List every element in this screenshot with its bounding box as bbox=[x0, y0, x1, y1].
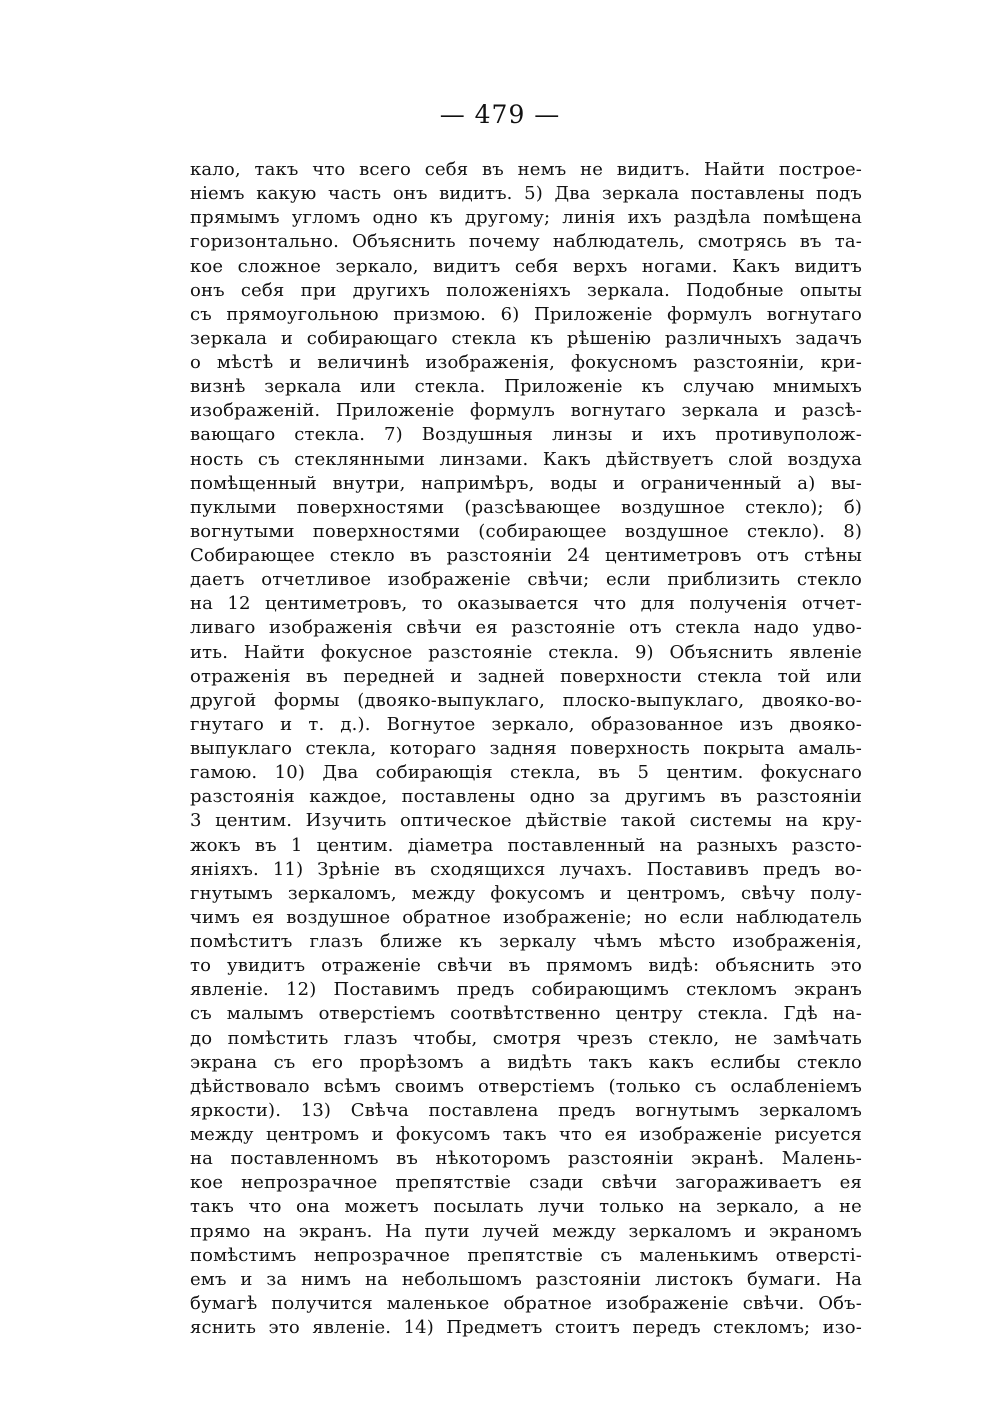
text-line: даетъ отчетливое изображеніе свѣчи; если приблизить стекло bbox=[190, 569, 862, 591]
text-line: помѣщенный внутри, напримѣръ, воды и ограниченный а) вы- bbox=[190, 472, 862, 494]
text-line: экрана съ его прорѣзомъ а видѣть такъ какъ еслибы стекло bbox=[190, 1051, 862, 1073]
text-line: яркости). 13) Свѣча поставлена предъ вогнутымъ зеркаломъ bbox=[190, 1099, 862, 1121]
text-line: яснить это явленіе. 14) Предметъ стоитъ передъ стекломъ; изо- bbox=[190, 1317, 862, 1338]
text-line: вогнутыми поверхностями (собирающее воздушное стекло). 8) bbox=[190, 520, 862, 542]
text-line: съ прямоугольною призмою. 6) Приложеніе формулъ вогнутаго bbox=[190, 303, 862, 325]
text-line: ность съ стеклянными линзами. Какъ дѣйствуетъ слой воздуха bbox=[190, 448, 862, 470]
text-line: прямымъ угломъ одно къ другому; линія ихъ раздѣла помѣщена bbox=[190, 207, 862, 229]
text-line: кое непрозрачное препятствіе сзади свѣчи загораживаетъ ея bbox=[190, 1172, 862, 1194]
text-line: то увидитъ отраженіе свѣчи въ прямомъ видѣ: объяснить это bbox=[190, 955, 862, 977]
text-line: онъ себя при другихъ положеніяхъ зеркала. Подобные опыты bbox=[190, 279, 862, 301]
text-line: такъ что она можетъ посылать лучи только на зеркало, а не bbox=[190, 1196, 862, 1218]
text-line: Собирающее стекло въ разстояніи 24 центиметровъ отъ стѣны bbox=[190, 545, 862, 566]
text-line: пуклыми поверхностями (разсѣвающее воздушное стекло); б) bbox=[190, 496, 862, 518]
text-line: бумагѣ получится маленькое обратное изображеніе свѣчи. Объ- bbox=[190, 1292, 862, 1314]
text-line: гамою. 10) Два собирающія стекла, въ 5 центим. фокуснаго bbox=[190, 762, 862, 784]
text-line: чимъ ея воздушное обратное изображеніе; но если наблюдатель bbox=[190, 906, 862, 928]
text-line: до помѣстить глазъ чтобы, смотря чрезъ стекло, не замѣчать bbox=[190, 1027, 862, 1049]
text-line: ніемъ какую часть онъ видитъ. 5) Два зеркала поставлены подъ bbox=[190, 183, 862, 205]
text-line: явленіе. 12) Поставимъ предъ собирающимъ стекломъ экранъ bbox=[190, 979, 862, 1001]
text-line: дѣйствовало всѣмъ своимъ отверстіемъ (только съ ослабленіемъ bbox=[190, 1075, 862, 1097]
text-line: кое сложное зеркало, видитъ себя верхъ ногами. Какъ видитъ bbox=[190, 255, 862, 277]
text-line: гнутымъ зеркаломъ, между фокусомъ и центромъ, свѣчу полу- bbox=[190, 882, 862, 904]
text-line: яніяхъ. 11) Зрѣніе въ сходящихся лучахъ. Поставивъ предъ во- bbox=[190, 858, 862, 880]
text-line: кало, такъ что всего себя въ немъ не видитъ. Найти построе- bbox=[190, 159, 862, 180]
text-line: выпуклаго стекла, котораго задняя поверхность покрыта амаль- bbox=[190, 738, 862, 759]
text-line: на 12 центиметровъ, то оказывается что для полученія отчет- bbox=[190, 593, 862, 615]
text-line: съ малымъ отверстіемъ соотвѣтственно центру стекла. Гдѣ на- bbox=[190, 1003, 862, 1025]
text-line: другой формы (двояко-выпуклаго, плоско-выпуклаго, двояко-во- bbox=[190, 689, 862, 711]
text-line: помѣститъ глазъ ближе къ зеркалу чѣмъ мѣсто изображенія, bbox=[190, 931, 862, 952]
text-line: отраженія въ передней и задней поверхности стекла той или bbox=[190, 665, 862, 687]
text-line: на поставленномъ въ нѣкоторомъ разстояніи экранѣ. Малень- bbox=[190, 1148, 862, 1170]
text-line: о мѣстѣ и величинѣ изображенія, фокусномъ разстояніи, кри- bbox=[190, 352, 862, 373]
text-line: помѣстимъ непрозрачное препятствіе съ маленькимъ отверсті- bbox=[190, 1244, 862, 1266]
text-line: емъ и за нимъ на небольшомъ разстояніи листокъ бумаги. На bbox=[190, 1268, 862, 1290]
text-line: визнѣ зеркала или стекла. Приложеніе къ случаю мнимыхъ bbox=[190, 376, 862, 398]
body-text bbox=[190, 158, 862, 1340]
text-line: изображеній. Приложеніе формулъ вогнутаго зеркала и разсѣ- bbox=[190, 400, 862, 422]
text-line: между центромъ и фокусомъ такъ что ея изображеніе рисуется bbox=[190, 1124, 862, 1145]
text-line: 3 центим. Изучить оптическое дѣйствіе такой системы на кру- bbox=[190, 810, 862, 832]
text-line: гнутаго и т. д.). Вогнутое зеркало, образованное изъ двояко- bbox=[190, 713, 862, 735]
text-line: жокъ въ 1 центим. діаметра поставленный на разныхъ разсто- bbox=[190, 834, 862, 856]
text-line: ливаго изображенія свѣчи ея разстояніе отъ стекла надо удво- bbox=[190, 617, 862, 639]
text-line: разстоянія каждое, поставлены одно за другимъ въ разстояніи bbox=[190, 786, 862, 808]
text-line: ить. Найти фокусное разстояніе стекла. 9) Объяснить явленіе bbox=[190, 641, 862, 663]
text-line: прямо на экранъ. На пути лучей между зеркаломъ и экраномъ bbox=[190, 1220, 862, 1242]
text-line: горизонтально. Объяснить почему наблюдатель, смотрясь въ та- bbox=[190, 231, 862, 253]
page-number: — 479 — bbox=[439, 100, 561, 129]
text-line: вающаго стекла. 7) Воздушныя линзы и ихъ противуполож- bbox=[190, 424, 862, 446]
text-line: зеркала и собирающаго стекла къ рѣшенію различныхъ задачъ bbox=[190, 327, 862, 349]
